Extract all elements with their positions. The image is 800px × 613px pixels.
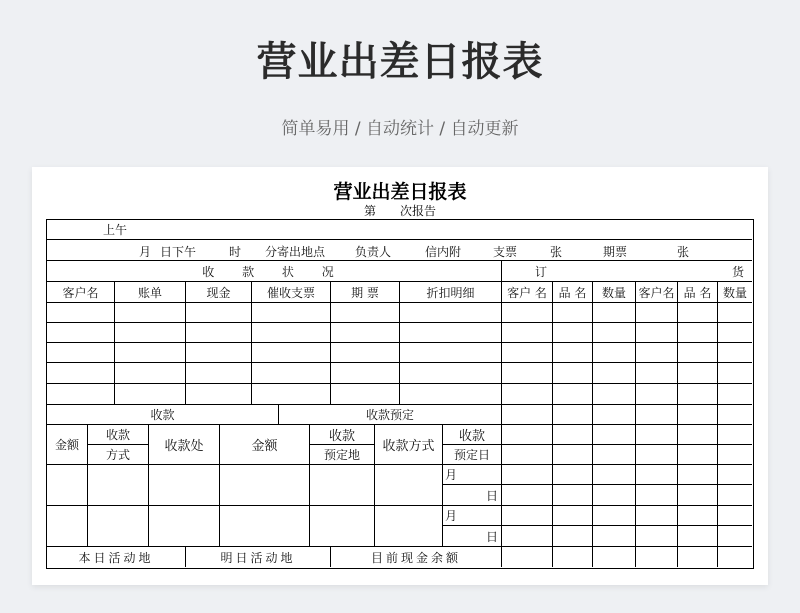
table-cell[interactable]	[678, 384, 718, 405]
plan-cell[interactable]	[375, 465, 443, 506]
table-cell[interactable]	[186, 363, 252, 384]
table-cell[interactable]	[186, 303, 252, 323]
info-promissory: 期票	[603, 245, 628, 259]
report-di-label: 第	[363, 204, 376, 218]
plan-cell[interactable]	[88, 465, 149, 506]
table-cell[interactable]	[331, 363, 400, 384]
table-cell[interactable]	[636, 547, 678, 567]
plan-cell[interactable]	[88, 506, 149, 547]
table-cell[interactable]	[678, 485, 718, 506]
table-cell[interactable]	[553, 405, 593, 425]
order-header-2: 货	[731, 264, 744, 279]
plan-cell[interactable]	[47, 506, 88, 547]
table-cell[interactable]	[678, 405, 718, 425]
table-cell[interactable]	[553, 506, 593, 526]
table-cell[interactable]	[553, 425, 593, 445]
plan-date-month[interactable]: 月	[443, 506, 502, 526]
table-cell[interactable]	[502, 425, 553, 445]
table-cell[interactable]	[502, 384, 553, 405]
info-month: 月	[139, 245, 152, 259]
table-cell[interactable]	[502, 323, 553, 343]
report-number	[32, 202, 768, 219]
col-header-order-item-2: 品 名	[678, 282, 718, 303]
table-cell[interactable]	[718, 363, 752, 384]
table-cell[interactable]	[252, 363, 331, 384]
plan-date-header-a: 收款	[443, 425, 502, 445]
col-header-order-item: 品 名	[553, 282, 593, 303]
info-place: 分寄出地点	[265, 245, 326, 259]
col-header-cash: 现金	[186, 282, 252, 303]
table-cell[interactable]	[553, 465, 593, 485]
table-cell[interactable]	[553, 445, 593, 465]
table-cell[interactable]	[331, 384, 400, 405]
table-cell[interactable]	[593, 425, 636, 445]
table-cell[interactable]	[331, 323, 400, 343]
table-cell[interactable]	[502, 526, 553, 547]
plan-cell[interactable]	[220, 465, 310, 506]
table-cell[interactable]	[636, 405, 678, 425]
table-cell[interactable]	[47, 323, 115, 343]
col-header-order-customer: 客户 名	[502, 282, 553, 303]
table-cell[interactable]	[678, 506, 718, 526]
table-cell[interactable]	[252, 384, 331, 405]
table-cell[interactable]	[718, 445, 752, 465]
collect-header: 收款	[47, 405, 279, 425]
table-cell[interactable]	[593, 363, 636, 384]
report-ci-label: 次报告	[400, 204, 437, 218]
table-cell[interactable]	[502, 445, 553, 465]
table-cell[interactable]	[331, 343, 400, 363]
table-cell[interactable]	[252, 343, 331, 363]
table-cell[interactable]	[502, 363, 553, 384]
table-cell[interactable]	[636, 485, 678, 506]
table-cell[interactable]	[400, 363, 502, 384]
table-cell[interactable]	[678, 425, 718, 445]
report-table	[46, 219, 754, 569]
table-cell[interactable]	[115, 343, 186, 363]
table-cell[interactable]	[718, 405, 752, 425]
table-cell[interactable]	[186, 323, 252, 343]
col-header-promissory: 期 票	[331, 282, 400, 303]
table-cell[interactable]	[636, 425, 678, 445]
table-cell[interactable]	[678, 303, 718, 323]
table-cell[interactable]	[718, 323, 752, 343]
table-cell[interactable]	[502, 485, 553, 506]
table-cell[interactable]	[47, 303, 115, 323]
table-cell[interactable]	[553, 303, 593, 323]
period-row	[47, 220, 752, 240]
plan-method2-header: 收款方式	[375, 425, 443, 465]
table-cell[interactable]	[718, 465, 752, 485]
table-cell[interactable]	[252, 303, 331, 323]
table-cell[interactable]	[678, 547, 718, 567]
plan-place-header-b: 预定地	[310, 445, 375, 465]
table-cell[interactable]	[553, 384, 593, 405]
plan-place-header-a: 收款	[310, 425, 375, 445]
plan-cell[interactable]	[310, 465, 375, 506]
table-cell[interactable]	[186, 384, 252, 405]
info-person: 负责人	[355, 245, 392, 259]
table-cell[interactable]	[593, 384, 636, 405]
plan-cell[interactable]	[220, 506, 310, 547]
table-cell[interactable]	[593, 506, 636, 526]
table-cell[interactable]	[718, 384, 752, 405]
plan-date-day[interactable]: 日	[443, 485, 502, 506]
table-cell[interactable]	[400, 323, 502, 343]
info-zhang-2: 张	[677, 245, 690, 259]
info-zhang-1: 张	[550, 245, 563, 259]
table-cell[interactable]	[636, 384, 678, 405]
plan-cell[interactable]	[149, 506, 220, 547]
info-check: 支票	[493, 245, 518, 259]
table-cell[interactable]	[678, 526, 718, 547]
plan-cell[interactable]	[47, 465, 88, 506]
table-cell[interactable]	[47, 343, 115, 363]
table-cell[interactable]	[718, 485, 752, 506]
table-cell[interactable]	[115, 363, 186, 384]
table-cell[interactable]	[593, 465, 636, 485]
table-cell[interactable]	[115, 384, 186, 405]
table-cell[interactable]	[593, 303, 636, 323]
col-header-check: 催收支票	[252, 282, 331, 303]
col-header-order-customer-2: 客户名	[636, 282, 678, 303]
table-cell[interactable]	[502, 405, 553, 425]
table-cell[interactable]	[502, 506, 553, 526]
table-cell[interactable]	[400, 343, 502, 363]
table-cell[interactable]	[636, 303, 678, 323]
report-sheet	[32, 167, 768, 585]
table-cell[interactable]	[47, 363, 115, 384]
table-cell[interactable]	[502, 303, 553, 323]
table-cell[interactable]	[678, 343, 718, 363]
table-cell[interactable]	[553, 547, 593, 567]
order-header-1: 订	[535, 264, 548, 279]
table-cell[interactable]	[718, 547, 752, 567]
col-header-discount: 折扣明细	[400, 282, 502, 303]
table-cell[interactable]	[636, 363, 678, 384]
table-cell[interactable]	[593, 405, 636, 425]
plan-place-header: 收款处	[149, 425, 220, 465]
page-title: 营业出差日报表	[256, 39, 544, 85]
page-subtitle: 简单易用 / 自动统计 / 自动更新	[281, 119, 519, 139]
table-cell[interactable]	[115, 303, 186, 323]
table-cell[interactable]	[252, 323, 331, 343]
plan-date-month[interactable]: 月	[443, 465, 502, 485]
table-cell[interactable]	[678, 445, 718, 465]
plan-cell[interactable]	[149, 465, 220, 506]
table-cell[interactable]	[553, 323, 593, 343]
table-cell[interactable]	[718, 343, 752, 363]
col-header-order-qty: 数量	[593, 282, 636, 303]
table-cell[interactable]	[331, 303, 400, 323]
table-cell[interactable]	[593, 323, 636, 343]
col-header-order-qty-2: 数量	[718, 282, 752, 303]
table-cell[interactable]	[718, 303, 752, 323]
plan-date-day[interactable]: 日	[443, 526, 502, 547]
table-cell[interactable]	[636, 526, 678, 547]
table-cell[interactable]	[502, 465, 553, 485]
plan-date-header-b: 预定日	[443, 445, 502, 465]
table-cell[interactable]	[718, 526, 752, 547]
receipt-section-header: 收 款 状 况	[47, 261, 502, 282]
table-cell[interactable]	[186, 343, 252, 363]
table-cell[interactable]	[115, 323, 186, 343]
info-row	[47, 240, 752, 261]
col-header-bill: 账单	[115, 282, 186, 303]
info-hour: 时	[229, 245, 242, 259]
plan-method-header-a: 收款	[88, 425, 149, 445]
plan-cell[interactable]	[310, 506, 375, 547]
plan-amount-header: 金额	[47, 425, 88, 465]
table-cell[interactable]	[636, 323, 678, 343]
table-cell[interactable]	[593, 526, 636, 547]
col-header-customer: 客户名	[47, 282, 115, 303]
order-section-header	[502, 261, 752, 282]
plan-cell[interactable]	[375, 506, 443, 547]
collect-plan-header: 收款预定	[279, 405, 502, 425]
info-letter: 信内附	[425, 245, 462, 259]
table-cell[interactable]	[400, 384, 502, 405]
table-cell[interactable]	[553, 526, 593, 547]
table-cell[interactable]	[593, 343, 636, 363]
table-cell[interactable]	[636, 506, 678, 526]
table-cell[interactable]	[678, 323, 718, 343]
table-cell[interactable]	[636, 465, 678, 485]
table-cell[interactable]	[636, 343, 678, 363]
table-cell[interactable]	[553, 363, 593, 384]
document-title: 营业出差日报表	[333, 181, 467, 203]
table-cell[interactable]	[553, 485, 593, 506]
table-cell[interactable]	[718, 506, 752, 526]
plan-method-header-b: 方式	[88, 445, 149, 465]
table-cell[interactable]	[593, 445, 636, 465]
footer-tomorrow: 明日活动地	[186, 547, 331, 567]
table-cell[interactable]	[678, 363, 718, 384]
table-cell[interactable]	[502, 343, 553, 363]
table-cell[interactable]	[593, 485, 636, 506]
table-cell[interactable]	[400, 303, 502, 323]
info-day-afternoon: 日下午	[160, 245, 197, 259]
footer-today: 本日活动地	[47, 547, 186, 567]
table-cell[interactable]	[47, 384, 115, 405]
table-cell[interactable]	[678, 465, 718, 485]
table-cell[interactable]	[502, 547, 553, 567]
table-cell[interactable]	[553, 343, 593, 363]
footer-cash: 目前现金余额	[331, 547, 502, 567]
table-cell[interactable]	[593, 547, 636, 567]
table-cell[interactable]	[636, 445, 678, 465]
period-label: 上午	[103, 223, 128, 237]
table-cell[interactable]	[718, 425, 752, 445]
plan-amount2-header: 金额	[220, 425, 310, 465]
